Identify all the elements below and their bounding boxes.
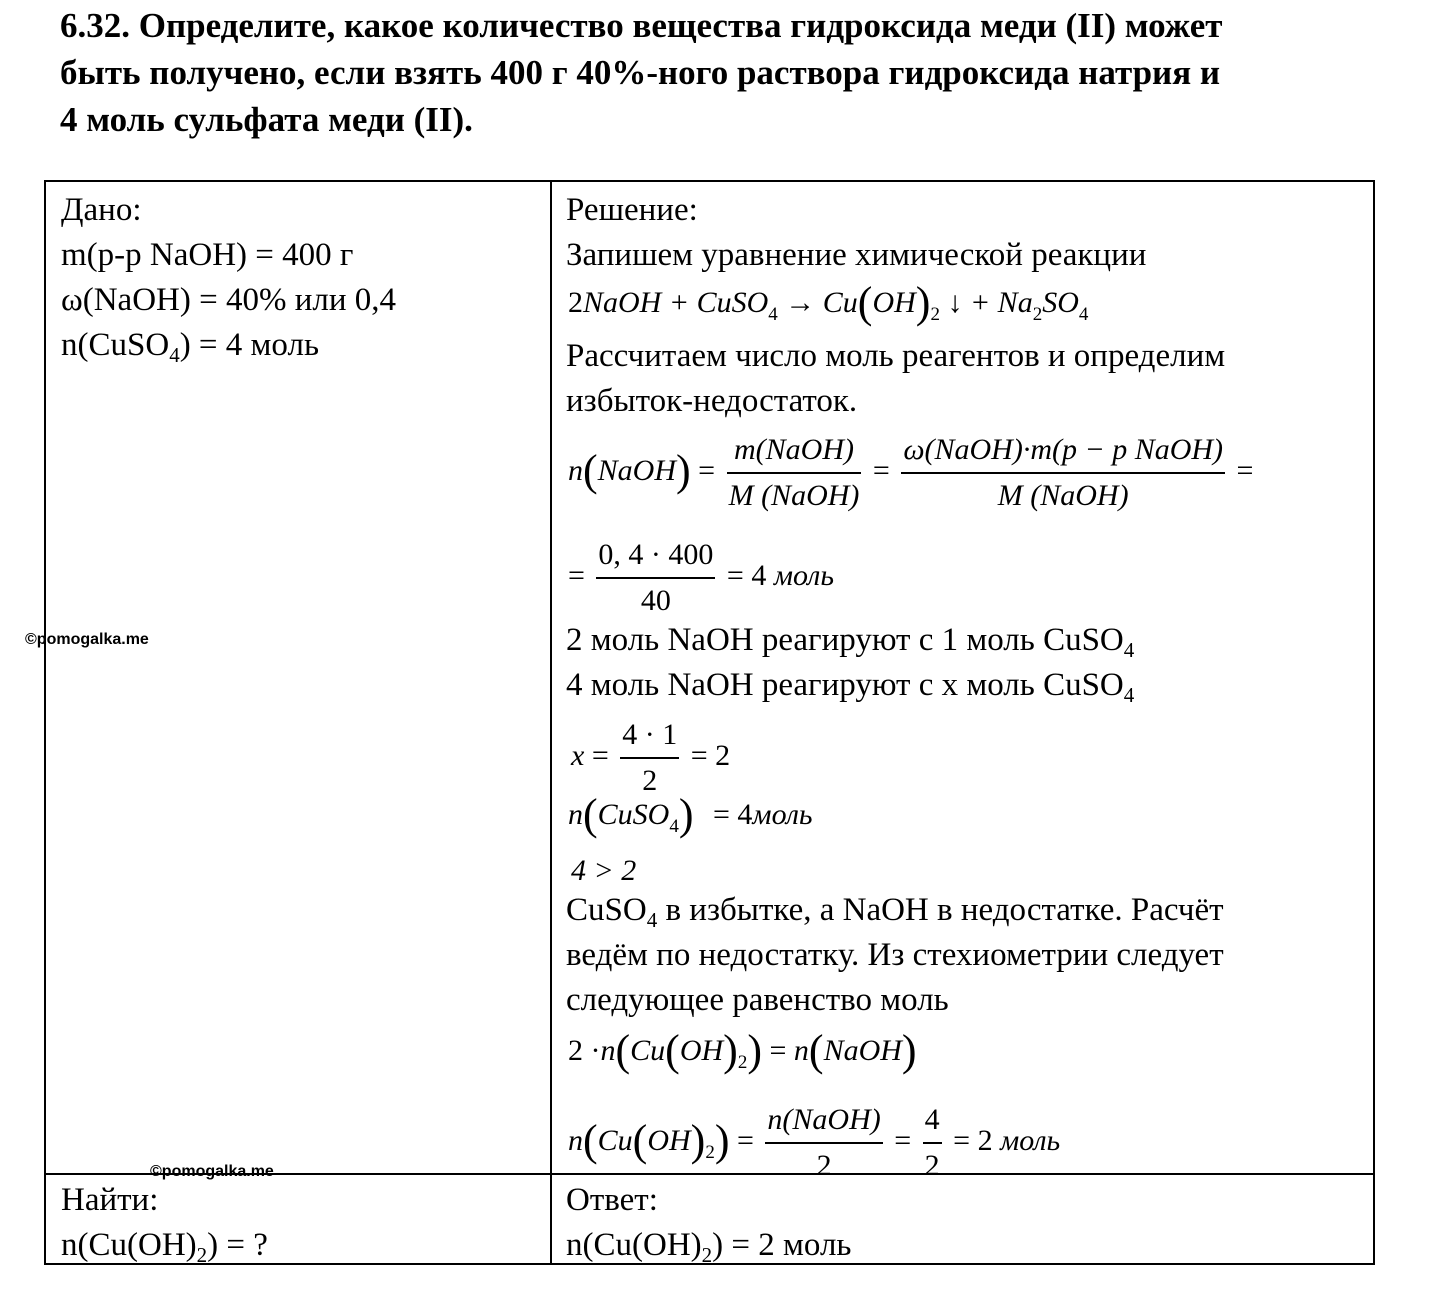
find-cell — [61, 1178, 268, 1278]
watermark-left: ©pomogalka.me — [25, 631, 149, 648]
formula-x: x = $\frac{4 \cdot 1}{2}$ = 2 — [571, 713, 730, 803]
watermark-bottom: ©pomogalka.me — [150, 1163, 274, 1180]
solution-step-calc-intro: Рассчитаем число моль реагентов и определим — [566, 338, 1226, 374]
given-amount-cuso4: n(CuSO$_4$) = 4 моль — [61, 327, 320, 367]
answer-cell — [566, 1178, 851, 1278]
problem-statement — [60, 2, 1380, 143]
solution-step-calc-intro-2: избыток-недостаток. — [566, 383, 858, 419]
formula-n-naoh-value: = $\frac{0, 4 \cdot 400}{40}$ = 4 моль — [568, 533, 834, 623]
given-mass-fraction: ω(NaOH) = 40% или 0,4 — [61, 282, 396, 318]
find-heading: Найти: — [61, 1182, 159, 1218]
given-mass: m(р-р NaOH) = 400 г — [61, 237, 354, 273]
formula-n-naoh: n(NaOH) = $\frac{\text{m(NaOH)}}{\text{M (NaOH)}}$ = $\frac{\text{ω(NaOH)·m(p − p NaOH)}}{\text{M (NaOH)}}$ = — [568, 428, 1253, 518]
find-target: $n(Cu(OH)_2)$ = ? — [61, 1227, 268, 1267]
formula-comparison: 4 > 2 — [571, 854, 637, 887]
answer-heading: Ответ: — [566, 1182, 658, 1218]
formula-n-cuoh2: $n(Cu(OH)_2)$ = $\frac{\text{n(NaOH)}}{2}$ = $\frac{4}{2}$ = 2 моль — [568, 1098, 1060, 1188]
solution-step-equation-intro: Запишем уравнение химической реакции — [566, 237, 1147, 273]
given-heading: Дано: — [61, 192, 142, 228]
equality-line: следующее равенство моль — [566, 982, 949, 1018]
excess-line: CuSO$_4$ в избытке, а NaOH в недостатке. Расчёт — [566, 892, 1224, 932]
solution-table — [44, 180, 1375, 1265]
answer-value: $n(Cu(OH)_2) = 2$ моль — [566, 1227, 852, 1267]
given-cell — [61, 188, 396, 378]
formula-equality: $2 \cdot n(Cu(OH)_2)$ = n(NaOH) — [568, 1026, 917, 1075]
reaction-equation: 2NaOH + CuSO$_4$ → $Cu(OH)_2$ ↓ + $Na_2SO_4$ — [568, 278, 1089, 327]
solution-heading: Решение: — [566, 192, 698, 228]
ratio-line-1: 2 моль NaOH реагируют с 1 моль CuSO$_4$ — [566, 622, 1135, 662]
problem-line-1: 6.32. Определите, какое количество вещества гидроксида меди (II) может — [60, 6, 1223, 45]
formula-n-cuso4: n(CuSO$_4$) = 4моль — [568, 790, 813, 839]
problem-line-3: 4 моль сульфата меди (II). — [60, 100, 473, 139]
stoichiometry-line: ведём по недостатку. Из стехиометрии следует — [566, 937, 1224, 973]
problem-line-2: быть получено, если взять 400 г 40%-ного раствора гидроксида натрия и — [60, 53, 1221, 92]
table-column-divider — [550, 182, 552, 1263]
ratio-line-2: 4 моль NaOH реагируют с x моль CuSO$_4$ — [566, 667, 1135, 707]
